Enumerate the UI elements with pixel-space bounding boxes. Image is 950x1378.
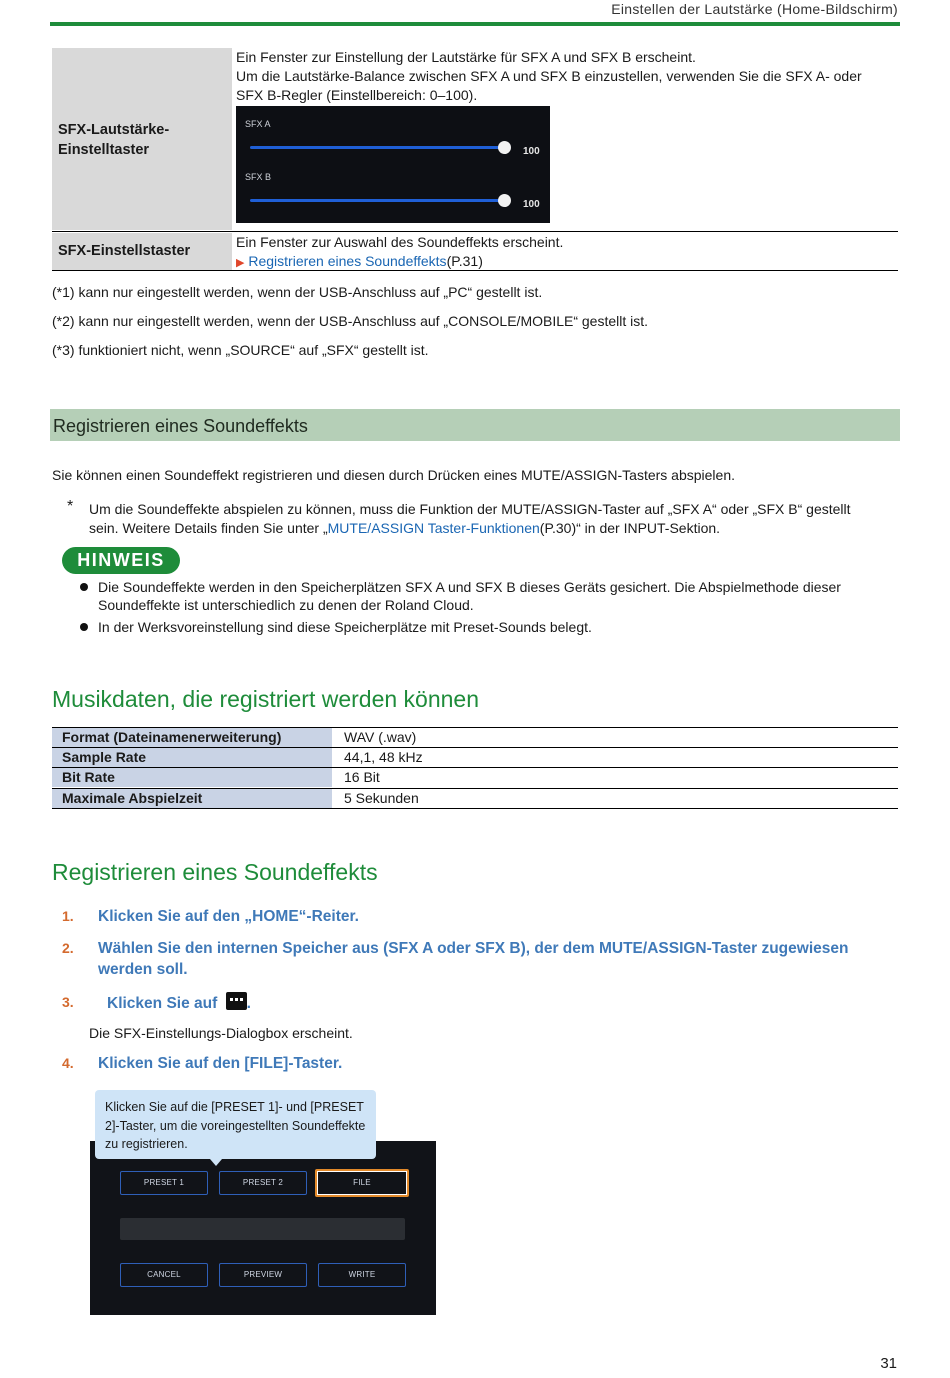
table-key: Bit Rate [62, 769, 115, 785]
sfx-b-slider-track[interactable] [250, 199, 504, 202]
step-number: 3. [62, 994, 74, 1010]
table-value: 16 Bit [344, 769, 380, 785]
step-text: werden soll. [98, 961, 188, 978]
bullet-text: Soundeffekte ist unterschiedlich zu denen der Roland Cloud. [98, 597, 474, 613]
note-text: sein. Weitere Details finden Sie unter „ [89, 520, 328, 536]
asterisk-marker: * [67, 498, 74, 515]
bullet-icon [80, 623, 88, 631]
table-bottom-rule [52, 808, 898, 809]
row-header-cell [52, 48, 232, 230]
row-label: SFX-Einstellstaster [58, 243, 191, 259]
table-key: Sample Rate [62, 749, 147, 765]
footnote: (*3) funktioniert nicht, wenn „SOURCE“ auf „SFX“ gestellt ist. [52, 342, 429, 358]
callout-tooltip [95, 1090, 376, 1159]
note-text: (P.30)“ in der INPUT-Sektion. [539, 520, 721, 536]
intro-text: Sie können einen Soundeffekt registrieren und diesen durch Drücken eines MUTE/ASSIGN-Tasters abspielen. [52, 467, 736, 483]
table-row [52, 789, 898, 809]
file-name-field[interactable] [120, 1218, 405, 1240]
sfx-b-slider-knob[interactable] [498, 194, 511, 207]
section-heading: Musikdaten, die registriert werden können [52, 686, 480, 712]
sfx-a-value: 100 [523, 146, 540, 157]
section-heading-band [50, 409, 900, 441]
table-row [52, 768, 898, 788]
step-text [107, 992, 251, 1014]
table-key-cell [52, 768, 332, 787]
more-options-icon[interactable] [226, 992, 247, 1010]
step-text-part: Klicken Sie auf [107, 995, 218, 1012]
row-label: SFX-Lautstärke- Einstelltaster [58, 122, 170, 158]
page-number: 31 [880, 1355, 897, 1372]
table-key: Maximale Abspielzeit [62, 790, 203, 806]
preview-button[interactable]: PREVIEW [219, 1263, 307, 1287]
row-description [236, 233, 898, 273]
sfx-b-value: 100 [523, 199, 540, 210]
table-key-cell [52, 789, 332, 808]
bullet-text: In der Werksvoreinstellung sind diese Speicherplätze mit Preset-Sounds belegt. [98, 619, 592, 635]
row-header-cell [52, 233, 232, 270]
table-value: 5 Sekunden [344, 790, 419, 806]
sfx-a-slider-knob[interactable] [498, 141, 511, 154]
mute-assign-link[interactable]: MUTE/ASSIGN Taster-Funktionen [327, 520, 540, 536]
sfx-b-label: SFX B [245, 172, 272, 182]
sfx-a-label: SFX A [245, 119, 271, 129]
description-line: Um die Lautstärke-Balance zwischen SFX A und SFX B einzustellen, verwenden Sie die SFX A- oder [236, 68, 862, 84]
running-header: Einstellen der Lautstärke (Home-Bildschirm) [611, 1, 898, 17]
note-line: Um die Soundeffekte abspielen zu können, muss die Funktion der MUTE/ASSIGN-Taster auf „SFX A“ oder „SFX B“ gestellt [89, 501, 851, 517]
callout-tail [210, 1159, 222, 1166]
table-key-cell [52, 728, 332, 747]
section-heading: Registrieren eines Soundeffekts [52, 859, 378, 885]
step-number: 2. [62, 940, 74, 956]
step-text: Wählen Sie den internen Speicher aus (SFX A oder SFX B), der dem MUTE/ASSIGN-Taster zugewiesen [98, 940, 849, 957]
note-line [89, 519, 720, 538]
step-text: Klicken Sie auf den [FILE]-Taster. [98, 1055, 343, 1072]
row-description [236, 48, 898, 210]
table-key-cell [52, 748, 332, 767]
sfx-volume-panel [236, 106, 550, 223]
preset-1-button[interactable]: PRESET 1 [120, 1171, 208, 1195]
table-row [52, 48, 898, 230]
sfx-settings-dialog [90, 1141, 436, 1315]
table-value: WAV (.wav) [344, 729, 417, 745]
step-text: Klicken Sie auf den „HOME“-Reiter. [98, 908, 359, 925]
hinweis-badge: HINWEIS [62, 547, 180, 574]
header-rule [50, 22, 900, 26]
arrow-right-icon: ▶ [236, 257, 245, 269]
step-text-part: . [246, 995, 251, 1012]
step-result: Die SFX-Einstellungs-Dialogbox erscheint. [89, 1025, 353, 1041]
page-ref: (P.31) [446, 253, 483, 269]
step-number: 1. [62, 908, 74, 924]
cancel-button[interactable]: CANCEL [120, 1263, 208, 1287]
register-sfx-link[interactable]: Registrieren eines Soundeffekts [248, 253, 447, 269]
bullet-text: Die Soundeffekte werden in den Speicherplätzen SFX A und SFX B dieses Geräts gesichert. Die Abspielmethode dieser [98, 579, 841, 595]
footnote: (*1) kann nur eingestellt werden, wenn der USB-Anschluss auf „PC“ gestellt ist. [52, 284, 543, 300]
table-bottom-rule [52, 270, 898, 271]
description-line: SFX B-Regler (Einstellbereich: 0–100). [236, 87, 478, 103]
sfx-a-slider-track[interactable] [250, 146, 504, 149]
preset-2-button[interactable]: PRESET 2 [219, 1171, 307, 1195]
table-row [52, 748, 898, 768]
bullet-icon [80, 583, 88, 591]
step-number: 4. [62, 1055, 74, 1071]
footnote: (*2) kann nur eingestellt werden, wenn der USB-Anschluss auf „CONSOLE/MOBILE“ gestellt ist. [52, 313, 649, 329]
file-button[interactable]: FILE [315, 1169, 409, 1197]
table-key: Format (Dateinamenerweiterung) [62, 729, 282, 745]
table-row [52, 233, 898, 270]
table-value: 44,1, 48 kHz [344, 749, 423, 765]
write-button[interactable]: WRITE [318, 1263, 406, 1287]
table-divider [52, 231, 898, 232]
callout-text: Klicken Sie auf die [PRESET 1]- und [PRESET 2]-Taster, um die voreingestellten Soundeffekte zu registrieren. [105, 1100, 366, 1151]
section-heading: Registrieren eines Soundeffekts [53, 416, 308, 436]
table-row [52, 728, 898, 748]
description-line: Ein Fenster zur Auswahl des Soundeffekts erscheint. [236, 234, 564, 250]
description-line: Ein Fenster zur Einstellung der Lautstärke für SFX A und SFX B erscheint. [236, 49, 696, 65]
